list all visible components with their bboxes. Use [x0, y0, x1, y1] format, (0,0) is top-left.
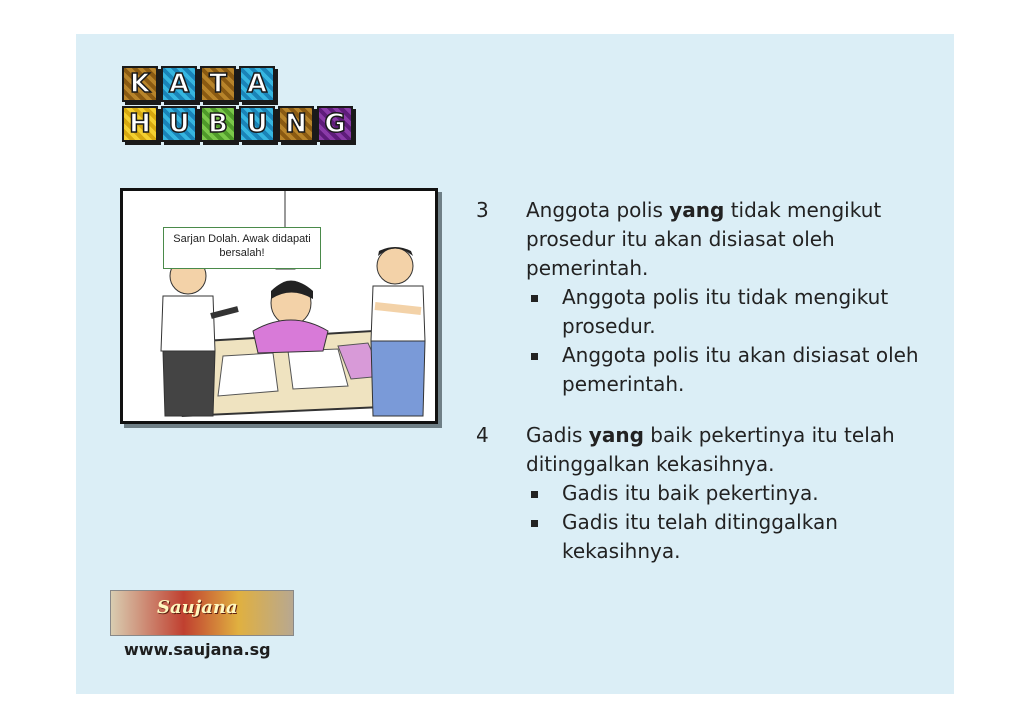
title-kata [122, 66, 278, 102]
sentence-part: tidak mengikut prosedur itu akan disiasat oleh pemerintah. [526, 198, 882, 280]
bullet-item: Anggota polis itu tidak mengikut prosedur. [526, 283, 936, 341]
sentence-part: Gadis [526, 423, 589, 447]
slide [76, 34, 954, 694]
sentence-part: baik pekertinya itu telah ditinggalkan kekasihnya. [526, 423, 895, 476]
title-tile: B [200, 106, 236, 142]
logo-text: Saujana [157, 597, 238, 618]
speech-bubble: Sarjan Dolah. Awak didapati bersalah! [163, 227, 321, 269]
bullet-list [526, 283, 936, 399]
bullet-item: Gadis itu baik pekertinya. [526, 479, 936, 508]
title-tile: H [122, 106, 158, 142]
item-number: 3 [476, 198, 489, 222]
title-tile: K [122, 66, 158, 102]
title-tile: N [278, 106, 314, 142]
keyword-yang: yang [588, 423, 644, 447]
bullet-item: Gadis itu telah ditinggalkan kekasihnya. [526, 508, 936, 566]
bullet-item: Anggota polis itu akan disiasat oleh pemerintah. [526, 341, 936, 399]
title-hubung [122, 106, 356, 142]
website-url: www.saujana.sg [124, 640, 271, 659]
title-tile: G [317, 106, 353, 142]
item-number: 4 [476, 423, 489, 447]
example-sentence [526, 196, 936, 283]
title-tile: A [239, 66, 275, 102]
example-sentence [526, 421, 936, 479]
saujana-logo [110, 590, 294, 636]
example-item [476, 421, 936, 566]
title-tile: A [161, 66, 197, 102]
content [476, 196, 936, 588]
title-tile: U [161, 106, 197, 142]
title-tile: U [239, 106, 275, 142]
title-tile: T [200, 66, 236, 102]
sentence-part: Anggota polis [526, 198, 670, 222]
example-item [476, 196, 936, 399]
cartoon-drawing [123, 191, 435, 421]
keyword-yang: yang [669, 198, 725, 222]
cartoon-illustration [120, 188, 438, 424]
bullet-list [526, 479, 936, 566]
